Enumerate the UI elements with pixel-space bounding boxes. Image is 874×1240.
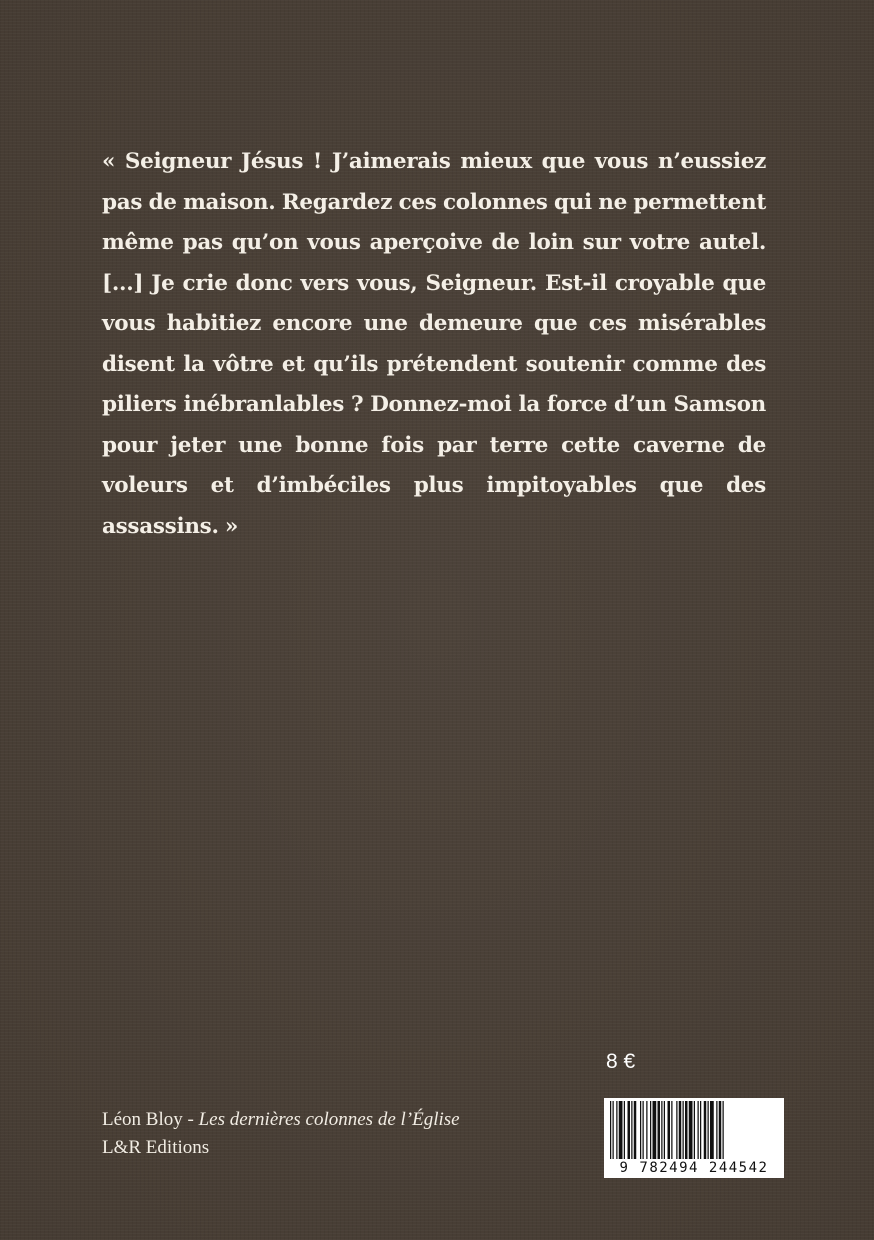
barcode-bar (661, 1101, 662, 1159)
barcode-bar (704, 1101, 707, 1159)
isbn-barcode (604, 1098, 784, 1178)
barcode-bar (631, 1101, 632, 1159)
barcode-bar (676, 1101, 677, 1159)
barcode-bar (646, 1101, 647, 1159)
barcode-bar (683, 1101, 684, 1159)
author-name: Léon Bloy (102, 1109, 183, 1130)
barcode-bar (716, 1101, 717, 1159)
barcode-bar (619, 1101, 623, 1159)
author-title-line (102, 1106, 460, 1134)
barcode-bar (653, 1101, 657, 1159)
barcode-bar (700, 1101, 701, 1159)
barcode-bar (664, 1101, 665, 1159)
barcode-bar (698, 1101, 699, 1159)
book-title: Les dernières colonnes de l’Église (198, 1109, 460, 1130)
price-label: 8 € (606, 1050, 636, 1073)
barcode-bar (679, 1101, 682, 1159)
barcode-bar (624, 1101, 625, 1159)
barcode-bar (616, 1101, 617, 1159)
barcode-bar (613, 1101, 614, 1159)
back-cover-quote: « Seigneur Jésus ! J’aimerais mieux que vous n’eussiez pas de maison. Regardez ces colonnes qui ne permettent même pas qu’on vous aperçoive de loin sur votre autel. [...] Je crie donc vers vous, Seigneur. Est-il croyable que vous habitiez encore une demeure que ces misérables disent la vôtre et qu’ils prétendent soutenir comme des piliers inébranlables ? Donnez-moi la force d’un Samson pour jeter une bonne fois par terre cette caverne de voleurs et d’imbéciles plus impitoyables que des assassins. » (102, 149, 766, 539)
barcode-bar (634, 1101, 637, 1159)
barcode-bar (694, 1101, 695, 1159)
separator: - (182, 1109, 199, 1130)
barcode-bar (710, 1101, 714, 1159)
barcode-bar (685, 1101, 688, 1159)
barcode-bar (689, 1101, 693, 1159)
isbn-digits: 9 782494 244542 (619, 1160, 769, 1176)
barcode-bar (719, 1101, 722, 1159)
barcode-bar (723, 1101, 724, 1159)
barcode-bar (708, 1101, 709, 1159)
barcode-bar (650, 1101, 651, 1159)
barcode-bar (628, 1101, 631, 1159)
barcode-bar (658, 1101, 661, 1159)
barcode-bar (640, 1101, 641, 1159)
barcode-bar (671, 1101, 672, 1159)
book-credits (102, 1106, 460, 1162)
publisher-name: L&R Editions (102, 1137, 210, 1158)
barcode-bar (643, 1101, 644, 1159)
barcode-bar (668, 1101, 671, 1159)
barcode-bar (610, 1101, 611, 1159)
